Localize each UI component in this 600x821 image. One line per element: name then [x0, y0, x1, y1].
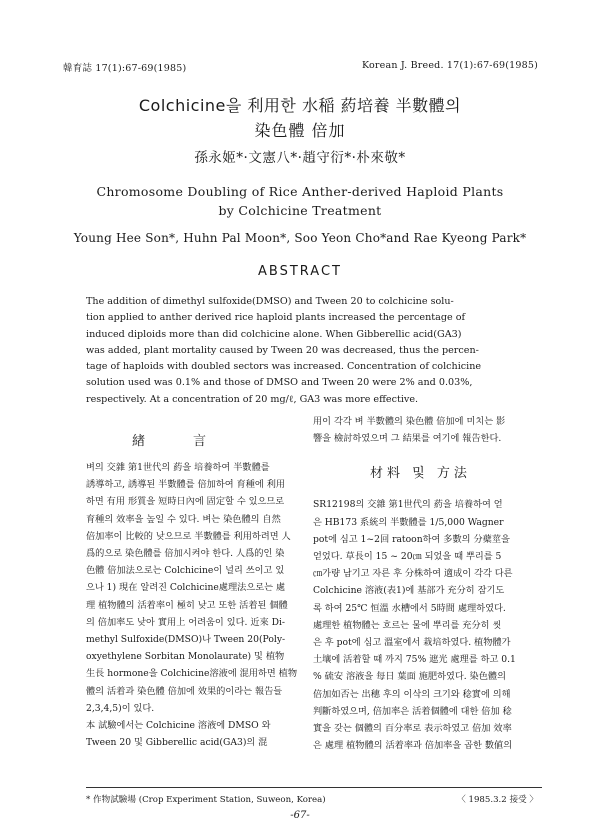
affiliation-footnote: * 作物試驗場 (Crop Experiment Station, Suweon, Korea): [86, 795, 326, 805]
abstract-line: induced diploids more than did colchicine alone. When Gibberellic acid(GA3): [86, 328, 462, 340]
korean-authors: 孫永姬*·文憲八*·趙守衍*·朴來敬*: [194, 150, 406, 166]
intro-line: 倍加率이 比較的 낮으므로 半數體를 利用하려면 人: [86, 530, 291, 542]
methods-line: 處理한 植物體는 흐르는 물에 뿌리를 充分히 씻: [313, 619, 502, 631]
intro-line: 2,3,4,5)이 있다.: [86, 702, 155, 714]
footnote-divider: [86, 787, 542, 788]
journal-header-korean: 韓育誌 17(1):67-69(1985): [63, 63, 187, 74]
methods-line: 判斷하였으며, 倍加率은 活着個體에 대한 倍加 稔: [313, 705, 512, 717]
methods-line: 얻었다. 草長이 15 ~ 20㎝ 되었을 때 뿌리를 5: [313, 551, 502, 563]
methods-line: 土壤에 活着할 때 까지 75% 遮光 處理를 하고 0.1: [313, 654, 516, 666]
methods-line: 은 HB173 系統의 半數體를 1/5,000 Wagner: [313, 516, 504, 528]
intro-line: 爲的으로 染色體를 倍加시켜야 한다. 人爲的인 染: [86, 548, 285, 560]
methods-line: pot에 심고 1~2回 ratoon하여 多數의 分蘗莖을: [313, 533, 510, 545]
methods-line: 록 하여 25℃ 恒溫 水槽에서 5時間 處理하였다.: [313, 602, 506, 614]
right-column-line: 響을 檢討하였으며 그 結果를 여기에 報告한다.: [313, 433, 502, 445]
intro-line: 理 植物體의 活着率이 極히 낮고 또한 活着된 個體: [86, 599, 288, 611]
intro-line: 本 試驗에서는 Colchicine 溶液에 DMSO 와: [86, 720, 271, 732]
korean-title-line-1: Colchicine을 利用한 水稲 葯培養 半數體의: [138, 96, 462, 115]
intro-line: 誘導하고, 誘導된 半數體를 倍加하여 育種에 利用: [86, 479, 286, 491]
abstract-body: [86, 294, 525, 408]
introduction-column: [86, 459, 326, 751]
methods-line: SR12198의 交雜 第1世代의 葯을 培養하여 얻: [313, 499, 503, 511]
intro-line: 色體 倍加法으로는 Colchicine이 널리 쓰이고 있: [86, 565, 285, 577]
abstract-line: tage of haploids with doubled sectors was increased. Concentration of colchicine: [86, 361, 482, 373]
intro-line: 하면 有用 形質을 短時日內에 固定할 수 있으므로: [86, 496, 285, 508]
intro-line: 體의 活着과 染色體 倍加에 效果的이라는 報告들: [86, 685, 283, 697]
page-number: -67-: [290, 810, 310, 821]
intro-line: methyl Sulfoxide(DMSO)나 Tween 20(Poly-: [86, 634, 286, 646]
methods-heading: 材料 및 方法: [370, 466, 471, 481]
abstract-line: was added, plant mortality caused by Tween 20 was decreased, thus the percen-: [86, 344, 479, 356]
abstract-line: The addition of dimethyl sulfoxide(DMSO) and Tween 20 to colchicine solu-: [86, 296, 454, 307]
abstract-line: solution used was 0.1% and those of DMSO and Tween 20 were 2% and 0.03%,: [86, 377, 473, 389]
methods-line: 倍加如否는 出穗 후의 이삭의 크기와 稔實에 의해: [313, 688, 511, 700]
methods-line: Colchicine 溶液(表1)에 基部가 充分히 잠기도: [313, 585, 505, 597]
introduction-heading-char-1: 緖: [132, 434, 146, 449]
english-title-line-2: by Colchicine Treatment: [218, 203, 382, 218]
methods-line: 은 處理 植物體의 活着率과 倍加率을 곱한 數値의: [313, 740, 513, 752]
right-column-line: 用이 각각 벼 半數體의 染色體 倍加에 미치는 影: [313, 416, 506, 427]
english-authors: Young Hee Son*, Huhn Pal Moon*, Soo Yeon Cho*and Rae Kyeong Park*: [73, 231, 527, 245]
intro-line: Tween 20 및 Gibberellic acid(GA3)의 混: [86, 737, 268, 749]
methods-line: % 硫安 溶液을 每日 葉面 施肥하였다. 染色體의: [313, 671, 506, 683]
journal-header-english: Korean J. Breed. 17(1):67-69(1985): [361, 60, 538, 71]
methods-line: ㎝가량 남기고 자른 후 分株하여 適成이 각각 다른: [313, 568, 513, 580]
english-title-line-1: Chromosome Doubling of Rice Anther-derived Haploid Plants: [96, 184, 504, 199]
intro-line: 으나 1) 現在 알려진 Colchicine處理法으로는 處: [86, 582, 286, 594]
korean-title-line-2: 染色體 倍加: [254, 121, 346, 140]
abstract-heading: ABSTRACT: [258, 264, 342, 279]
methods-line: 實을 갖는 個體의 百分率로 表示하였고 倍加 效率: [313, 723, 512, 735]
abstract-line: tion applied to anther derived rice haploid plants increased the percentage of: [86, 312, 466, 324]
intro-line: 벼의 交雜 第1世代의 葯을 培養하여 半數體를: [86, 462, 270, 473]
intro-line: 育種의 效率을 높일 수 있다. 벼는 染色體의 自然: [86, 513, 281, 525]
intro-line: 生長 hormone을 Colchicine溶液에 混用하면 植物: [86, 668, 298, 680]
introduction-heading-char-2: 言: [193, 434, 207, 449]
intro-line: 의 倍加率도 낮아 實用上 어려움이 있다. 近來 Di-: [86, 616, 286, 628]
methods-line: 은 후 pot에 심고 溫室에서 栽培하였다. 植物體가: [313, 637, 511, 649]
abstract-line: respectively. At a concentration of 20 mg/ℓ, GA3 was more effective.: [86, 393, 419, 405]
intro-line: oxyethylene Sorbitan Monolaurate) 및 植物: [86, 651, 285, 663]
received-date: 〈 1985.3.2 接受 〉: [457, 795, 538, 805]
